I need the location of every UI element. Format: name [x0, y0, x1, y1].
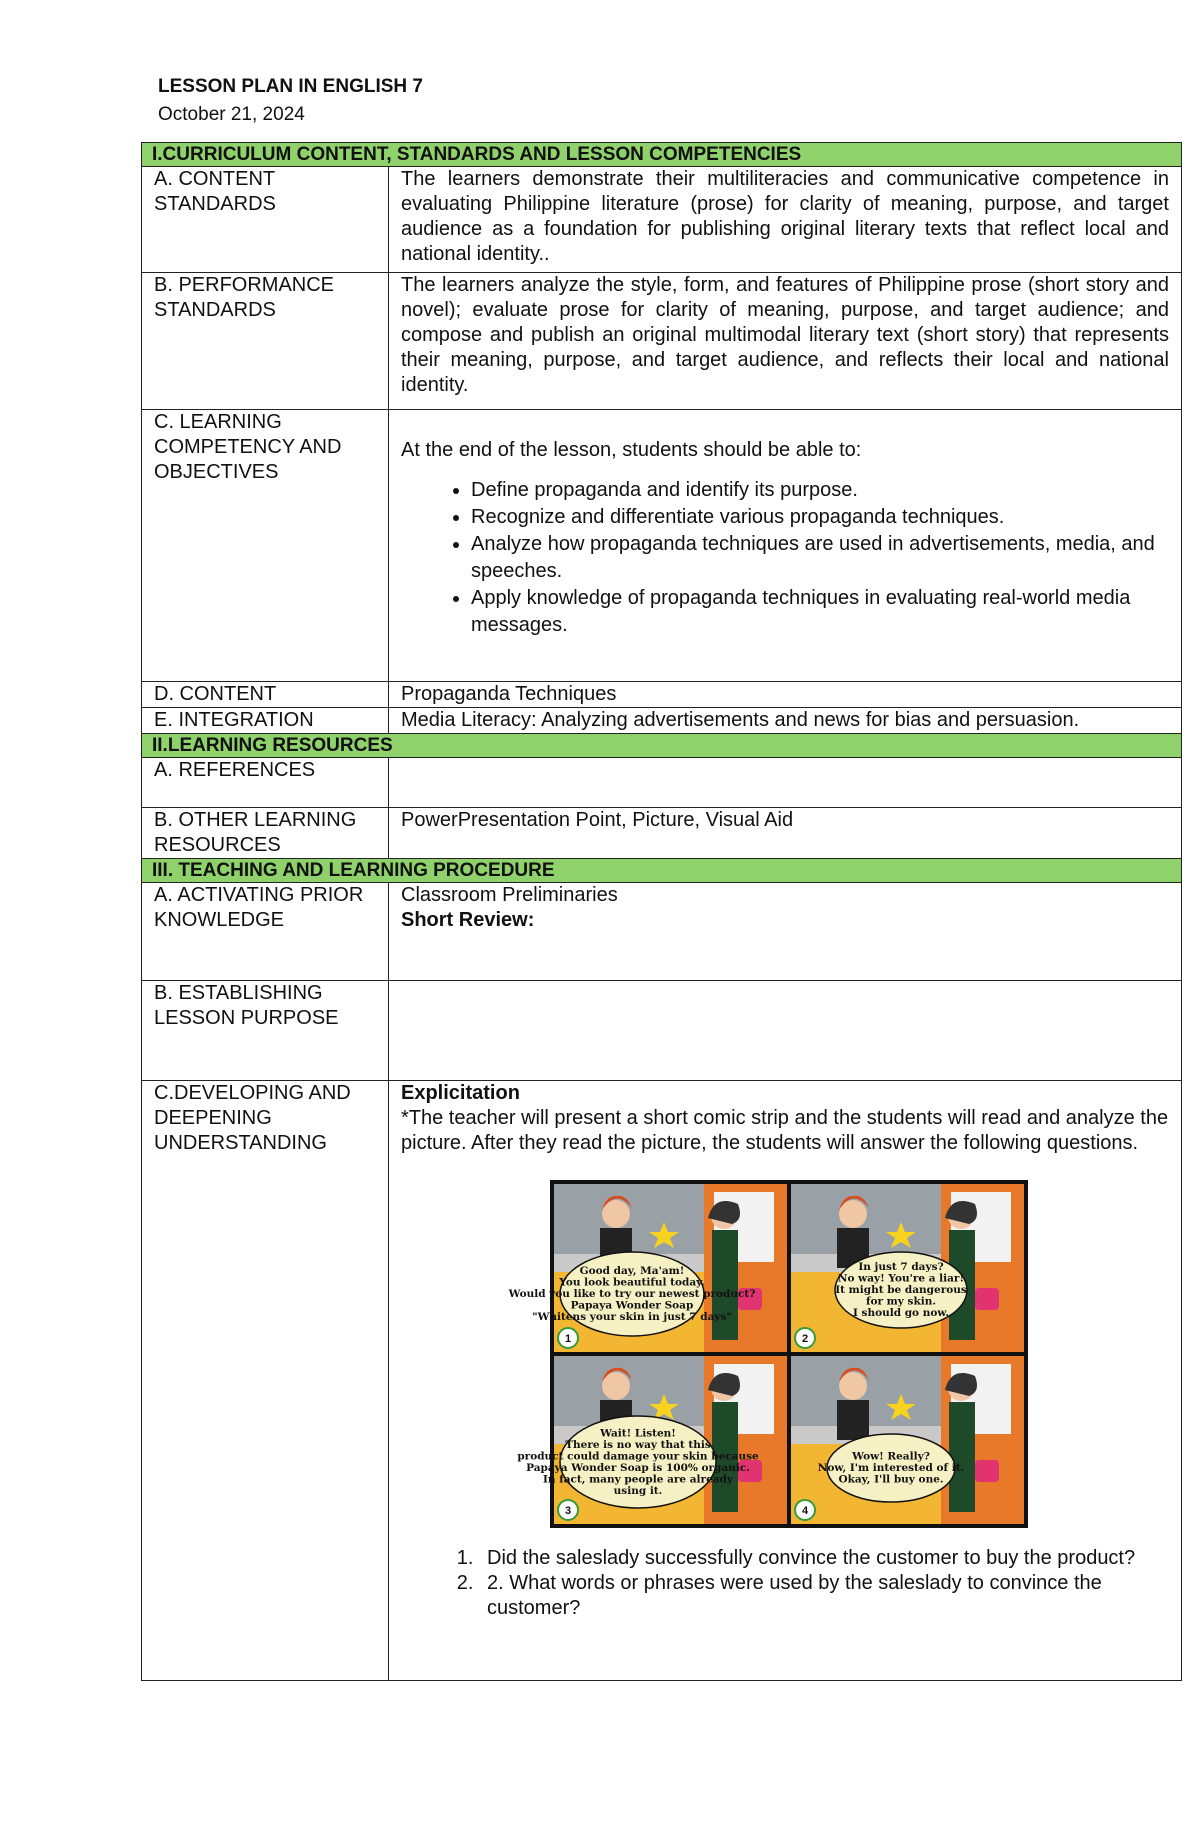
section-curriculum — [142, 143, 1182, 167]
panel-number: 3 — [564, 1505, 572, 1517]
lesson-plan-table — [141, 142, 1182, 1681]
developing-label: C.DEVELOPING AND DEEPENING UNDERSTANDING — [142, 1081, 389, 1681]
integration-label: E. INTEGRATION — [142, 708, 389, 734]
questions-list — [401, 1546, 1169, 1621]
row-integration — [142, 708, 1182, 734]
bag-icon — [975, 1288, 999, 1310]
customer-dress — [712, 1230, 738, 1340]
speech-text: I should go now. — [852, 1307, 950, 1319]
activating-line2: Short Review: — [401, 909, 535, 931]
speech-text: There is no way that this — [565, 1438, 711, 1451]
document-title: LESSON PLAN IN ENGLISH 7 — [158, 76, 423, 97]
speech-text: Papaya Wonder Soap — [570, 1299, 694, 1312]
row-content-standards — [142, 167, 1182, 273]
establishing-label: B. ESTABLISHING LESSON PURPOSE — [142, 981, 389, 1081]
other-resources-text: PowerPresentation Point, Picture, Visual Aid — [389, 808, 1182, 859]
comic-panel — [791, 1356, 1024, 1524]
content-standards-label: A. CONTENT STANDARDS — [142, 167, 389, 273]
speech-text: Now, I'm interested of it. — [817, 1462, 965, 1474]
content-standards-text: The learners demonstrate their multiliteracies and communicative competence in evaluating Philippine literature (prose) for clarity of meaning, purpose, and target audience as a foundation for publishing original literary texts that reflect local and national identity.. — [389, 167, 1182, 273]
comic-panel — [791, 1184, 1024, 1352]
row-activating — [142, 883, 1182, 981]
panel-number: 1 — [564, 1333, 572, 1345]
speech-text: using it. — [613, 1484, 663, 1497]
speech-text: Good day, Ma'am! — [579, 1265, 685, 1277]
content-text: Propaganda Techniques — [389, 682, 1182, 708]
panel-number: 2 — [801, 1333, 809, 1345]
customer-dress — [949, 1402, 975, 1512]
objective-item: • Recognize and differentiate various propaganda techniques. — [471, 504, 1169, 531]
document-date: October 21, 2024 — [158, 104, 305, 125]
performance-standards-label: B. PERFORMANCE STANDARDS — [142, 273, 389, 410]
activating-cell — [389, 883, 1182, 981]
speech-text: In just 7 days? — [858, 1261, 944, 1273]
objectives-list — [401, 477, 1169, 639]
panel-number: 4 — [801, 1505, 809, 1517]
speech-text: Okay, I'll buy one. — [838, 1473, 944, 1486]
content-label: D. CONTENT — [142, 682, 389, 708]
speech-text: product could damage your skin because — [517, 1450, 759, 1463]
comic-panel — [517, 1356, 787, 1524]
row-developing — [142, 1081, 1182, 1681]
speech-text: No way! You're a liar! — [837, 1272, 965, 1285]
row-performance-standards — [142, 273, 1182, 410]
developing-instruction: *The teacher will present a short comic strip and the students will read and analyze the picture. After they read the picture, the students will answer the following questions. — [401, 1107, 1169, 1154]
speech-text: "Whitens your skin in just 7 days" — [532, 1311, 732, 1323]
developing-cell — [389, 1081, 1182, 1681]
objective-item: • Define propaganda and identify its purpose. — [471, 477, 1169, 504]
row-content — [142, 682, 1182, 708]
references-label: A. REFERENCES — [142, 758, 389, 808]
objective-item: • Apply knowledge of propaganda techniques in evaluating real-world media messages. — [471, 585, 1169, 639]
section-resources-title: II.LEARNING RESOURCES — [142, 734, 1182, 758]
row-competency — [142, 410, 1182, 682]
objective-item: • Analyze how propaganda techniques are used in advertisements, media, and speeches. — [471, 531, 1169, 585]
speech-text: Would you like to try our newest product? — [508, 1288, 756, 1300]
speech-text: Papaya Wonder Soap is 100% organic. — [526, 1461, 750, 1474]
section-procedure — [142, 859, 1182, 883]
competency-intro: At the end of the lesson, students should be able to: — [401, 439, 862, 461]
section-procedure-title: III. TEACHING AND LEARNING PROCEDURE — [142, 859, 1182, 883]
question-item: 1. Did the saleslady successfully convince the customer to buy the product? — [479, 1546, 1169, 1571]
speech-text: You look beautiful today. — [559, 1276, 705, 1289]
comic-strip-image — [508, 1180, 1028, 1528]
section-curriculum-title: I.CURRICULUM CONTENT, STANDARDS AND LESSON COMPETENCIES — [142, 143, 1182, 167]
activating-label: A. ACTIVATING PRIOR KNOWLEDGE — [142, 883, 389, 981]
competency-label: C. LEARNING COMPETENCY AND OBJECTIVES — [142, 410, 389, 682]
establishing-text — [389, 981, 1182, 1081]
section-resources — [142, 734, 1182, 758]
other-resources-label: B. OTHER LEARNING RESOURCES — [142, 808, 389, 859]
bag-icon — [975, 1460, 999, 1482]
comic-panel — [508, 1184, 787, 1352]
row-other-resources — [142, 808, 1182, 859]
speech-text: In fact, many people are already — [543, 1473, 733, 1486]
saleslady-body — [837, 1400, 869, 1440]
speech-text: It might be dangerous — [835, 1284, 967, 1296]
question-item: 2. 2. What words or phrases were used by the saleslady to convince the customer? — [479, 1571, 1169, 1621]
speech-text: Wow! Really? — [852, 1450, 930, 1463]
performance-standards-text: The learners analyze the style, form, and features of Philippine prose (short story and novel); evaluate prose for clarity of meaning, purpose, and target audience; and compose and publish an original multimodal literary text (short story) that represents their meaning, purpose, and target audience, and reflects their local and national identity. — [389, 273, 1182, 410]
activating-line1: Classroom Preliminaries — [401, 884, 618, 906]
references-text — [389, 758, 1182, 808]
speech-text: for my skin. — [865, 1295, 937, 1308]
developing-heading: Explicitation — [401, 1082, 520, 1104]
speech-text: Wait! Listen! — [600, 1427, 676, 1440]
competency-cell — [389, 410, 1182, 682]
row-references — [142, 758, 1182, 808]
row-establishing — [142, 981, 1182, 1081]
integration-text: Media Literacy: Analyzing advertisements and news for bias and persuasion. — [389, 708, 1182, 734]
